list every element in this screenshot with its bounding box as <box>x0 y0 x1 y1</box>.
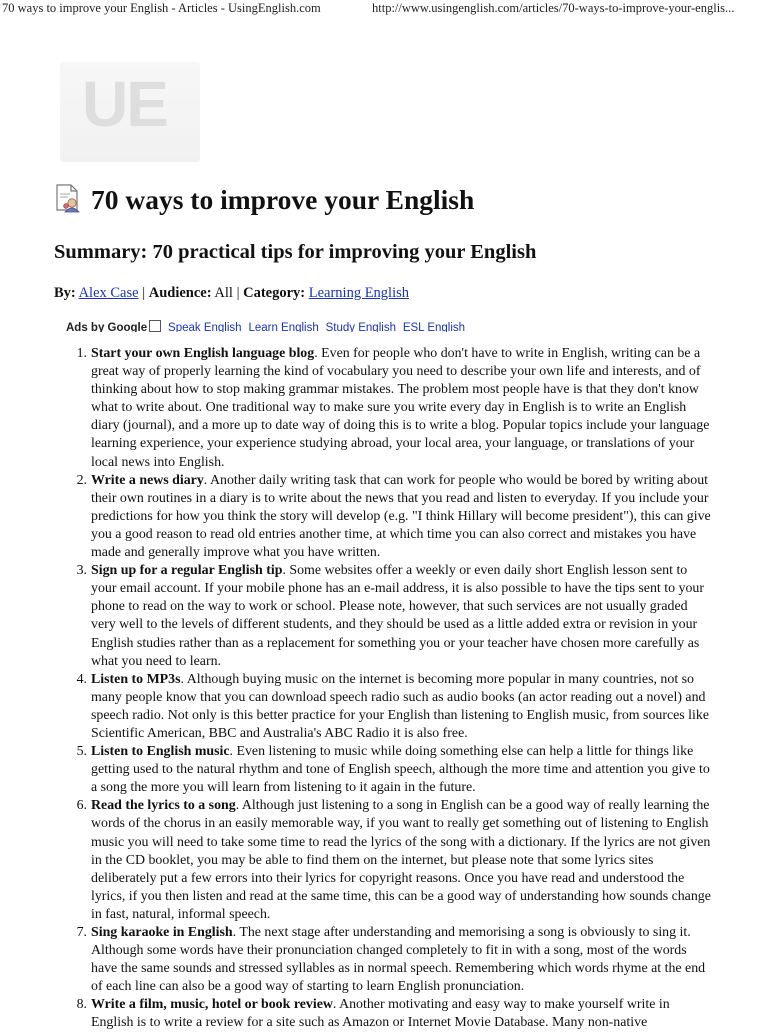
google-ads-bar <box>66 320 469 332</box>
tip-item <box>91 671 715 743</box>
tip-text: . Another daily writing task that can work for people who would be bored by writing about their own routines in a diary is to write about the news that you read and listen to everyday. If you include your predictions for how you think the story will develop (e.g. "I think Hillary will become president"), this can give you a good reason to read old entries another time, at which time you can also correct and mistakes you have made and generally improve what you have written. <box>91 472 711 561</box>
ad-link[interactable]: Learn English <box>248 322 319 332</box>
page-url-text: http://www.usingenglish.com/articles/70-ways-to-improve-your-englis... <box>372 1 735 15</box>
tip-text: . Another motivating and easy way to make yourself write in English is to write a review for a site such as Amazon or Internet Movie Database. Many non-native <box>91 997 670 1031</box>
browser-header <box>0 0 768 18</box>
audience-label: Audience: <box>148 285 212 301</box>
tip-item <box>91 996 715 1032</box>
tip-item <box>91 743 715 797</box>
tip-title: Write a film, music, hotel or book review <box>91 997 333 1013</box>
tip-item <box>91 345 715 472</box>
tip-title: Sign up for a regular English tip <box>91 563 283 579</box>
tip-text: . Even for people who don't have to write in English, writing can be a great way of properly learning the kind of vocabulary you need to describe your own life and interests, and of thinking about how to stop making grammar mistakes. The problem most people have is that they don't know what to write about. One traditional way to make sure you write every day in English is to write an English diary (journal), and a more up to date way of doing this is to write a blog. Popular topics include your language learning experience, your experience studying abroad, your local area, your language, or translations of your local news into English. <box>91 346 710 470</box>
tip-text: . Even listening to music while doing something else can help a little for things like getting used to the natural rhythm and tone of English speech, although the more time and attention you give to a song the more you will learn from listening to it again in the future. <box>91 744 710 796</box>
tip-title: Read the lyrics to a song <box>91 798 236 814</box>
ad-choices-icon[interactable] <box>149 320 161 332</box>
tip-title: Sing karaoke in English <box>91 925 233 940</box>
article-meta: By: Alex Case | Audience: All | Category: Learning English <box>54 285 410 301</box>
ad-link[interactable]: Study English <box>325 322 396 332</box>
category-label: Category: <box>243 285 306 301</box>
logo-text: UE <box>82 68 167 140</box>
tip-title: Start your own English language blog <box>91 346 315 361</box>
tip-title: Listen to MP3s <box>91 671 181 687</box>
tip-item <box>91 797 715 924</box>
ads-label: Ads by Google <box>66 322 148 332</box>
tips-list <box>91 345 715 1033</box>
tip-text: . Although buying music on the internet is becoming more popular in many countries, not so many people know that you can download speech radio such as audio books (an actor reading out a novel) and speech radio. Not only is this better practice for your English than listening to English music, from sources like Scientific American, BBC and Australia's ABC Radio it is also free. <box>91 671 710 741</box>
tip-text: . The next stage after understanding and memorising a song is obviously to sing it. Although some words have their pronunciation changed completely to fit in with a song, most of the words have the same sounds and stressed syllables as in normal speech. Remembering which words rhyme at the end of each line can also be a good way of starting to learn English pronunciation. <box>91 925 706 995</box>
article-summary: Summary: 70 practical tips for improving your English <box>54 241 537 263</box>
tip-text: . Although just listening to a song in English can be a good way of really learning the words of the chorus in an easily memorable way, if you want to really get something out of listening to English music you will need to take some time to read the lyrics of the song with a dictionary. If the lyrics are not given in the CD booklet, you may be able to find them on the internet, but please note that some lyrics sites deliberately put a few errors into their lyrics for copyright reasons. Once you have read and understood the lyrics, if you then listen and read at the same time, this can be a good way of understanding how sounds change in fast, natural, informal speech. <box>91 798 711 922</box>
tip-item <box>91 472 715 562</box>
ad-link[interactable]: ESL English <box>402 322 466 332</box>
author-label: By: <box>54 285 76 301</box>
author-link[interactable]: Alex Case <box>78 285 139 301</box>
page-title-text: 70 ways to improve your English - Articles - UsingEnglish.com <box>2 1 321 15</box>
document-icon <box>54 183 84 213</box>
category-link[interactable]: Learning English <box>308 285 410 301</box>
audience-value: All <box>214 285 233 301</box>
ad-link[interactable]: Speak English <box>168 322 242 332</box>
tip-title: Write a news diary <box>91 472 204 488</box>
tip-item <box>91 924 715 996</box>
tip-title: Listen to English music <box>91 744 230 760</box>
tip-text: . Some websites offer a weekly or even daily short English lesson sent to your email account. If your mobile phone has an e-mail address, it is also possible to have the tips sent to your phone to read on the way to work or school. Please note, however, that such services are not usually graded very well to the levels of different students, and they should be used as a little added extra or revision in your English studies rather than as a replacement for something you or your teacher have chosen more carefully as what you need to learn. <box>91 563 704 669</box>
site-logo[interactable] <box>60 62 200 162</box>
tip-item <box>91 562 715 671</box>
article-title: 70 ways to improve your English <box>91 184 475 215</box>
